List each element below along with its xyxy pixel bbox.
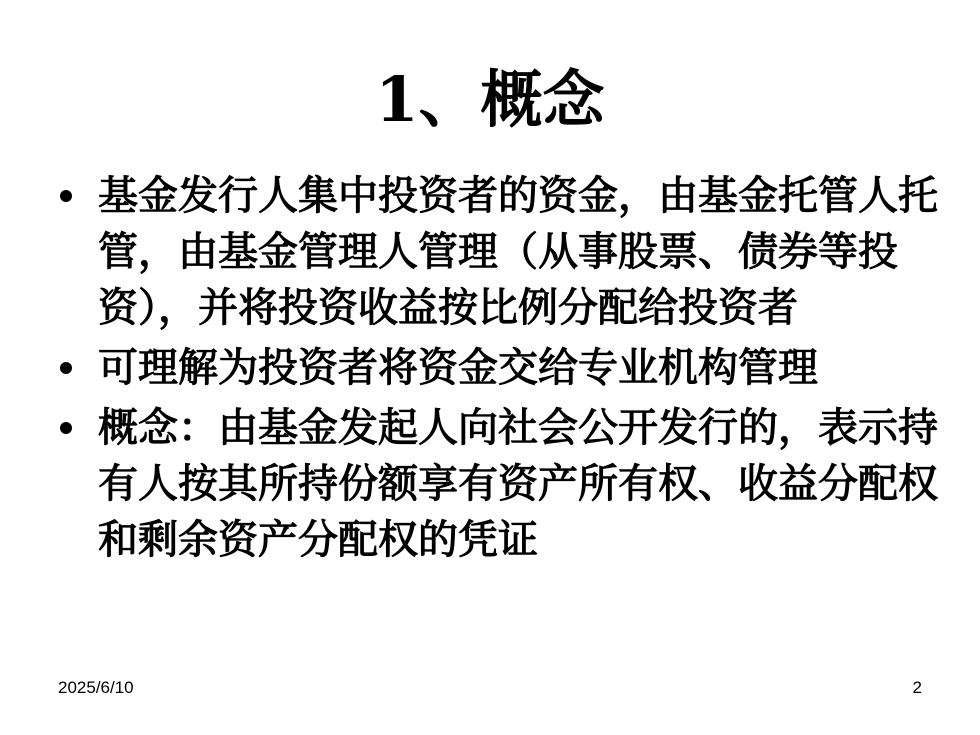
bullet-text: 可理解为投资者将资金交给专业机构管理 — [98, 344, 818, 391]
bullet-dot-icon — [60, 422, 72, 434]
bullet-item — [58, 340, 938, 396]
bullet-dot-icon — [60, 190, 72, 202]
bullet-dot-icon — [60, 362, 72, 374]
bullet-text: 基金发行人集中投资者的资金，由基金托管人托管，由基金管理人管理（从事股票、债券等投资），并将投资收益按比例分配给投资者 — [98, 172, 938, 331]
bullet-text: 概念：由基金发起人向社会公开发行的，表示持有人按其所持份额享有资产所有权、收益分配权和剩余资产分配权的凭证 — [98, 404, 938, 563]
page-number: 2 — [912, 678, 922, 697]
slide-title: 1、概念 — [375, 63, 605, 136]
bullet-list — [58, 168, 938, 572]
footer-date: 2025/6/10 — [58, 678, 134, 697]
bullet-item — [58, 168, 938, 336]
bullet-item — [58, 400, 938, 568]
